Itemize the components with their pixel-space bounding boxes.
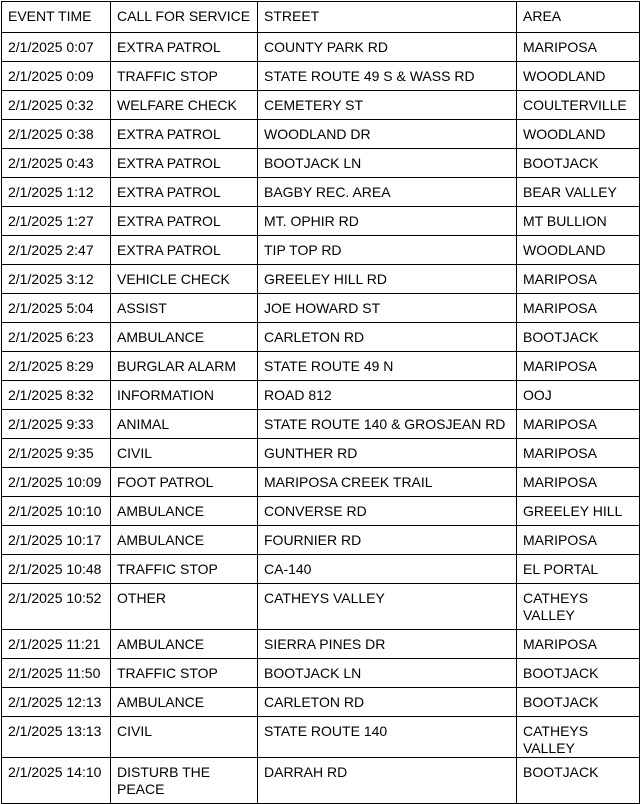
cell-area: MARIPOSA [517,33,640,62]
cell-street: MT. OPHIR RD [258,207,517,236]
cell-area: BOOTJACK [517,323,640,352]
cell-call-for-service: EXTRA PATROL [111,149,258,178]
cell-street: CONVERSE RD [258,497,517,526]
cell-call-for-service: EXTRA PATROL [111,120,258,149]
cell-area: BOOTJACK [517,659,640,688]
cell-area: MARIPOSA [517,526,640,555]
table-row [2,630,640,659]
cell-area: BOOTJACK [517,688,640,717]
cell-street: CARLETON RD [258,688,517,717]
cell-street: BAGBY REC. AREA [258,178,517,207]
cell-call-for-service: AMBULANCE [111,630,258,659]
cell-area: MARIPOSA [517,352,640,381]
cell-call-for-service: CIVIL [111,439,258,468]
cell-area: BOOTJACK [517,758,640,804]
cell-call-for-service: BURGLAR ALARM [111,352,258,381]
cell-call-for-service: EXTRA PATROL [111,207,258,236]
table-row [2,120,640,149]
cell-call-for-service: TRAFFIC STOP [111,555,258,584]
cell-event-time: 2/1/2025 11:21 [2,630,111,659]
table-row [2,91,640,120]
cell-street: DARRAH RD [258,758,517,804]
cell-event-time: 2/1/2025 5:04 [2,294,111,323]
cell-call-for-service: TRAFFIC STOP [111,62,258,91]
cell-area: MARIPOSA [517,468,640,497]
cell-area: MARIPOSA [517,630,640,659]
table-row [2,207,640,236]
cell-event-time: 2/1/2025 8:29 [2,352,111,381]
table-row [2,410,640,439]
cell-area: MARIPOSA [517,410,640,439]
cell-call-for-service: VEHICLE CHECK [111,265,258,294]
cell-area: MARIPOSA [517,294,640,323]
cell-call-for-service: OTHER [111,584,258,630]
table-row [2,381,640,410]
cell-event-time: 2/1/2025 10:52 [2,584,111,630]
cell-call-for-service: TRAFFIC STOP [111,659,258,688]
table-row [2,468,640,497]
cell-area: BEAR VALLEY [517,178,640,207]
cell-call-for-service: ANIMAL [111,410,258,439]
table-row [2,758,640,804]
cell-street: CATHEYS VALLEY [258,584,517,630]
cell-street: JOE HOWARD ST [258,294,517,323]
cell-area: BOOTJACK [517,149,640,178]
cell-event-time: 2/1/2025 8:32 [2,381,111,410]
cell-area: CATHEYS VALLEY [517,717,640,758]
table-row [2,149,640,178]
cell-area: EL PORTAL [517,555,640,584]
cell-event-time: 2/1/2025 10:09 [2,468,111,497]
cell-event-time: 2/1/2025 3:12 [2,265,111,294]
cell-event-time: 2/1/2025 13:13 [2,717,111,758]
cell-area: GREELEY HILL [517,497,640,526]
cell-area: MARIPOSA [517,265,640,294]
cell-street: TIP TOP RD [258,236,517,265]
table-row [2,178,640,207]
cell-call-for-service: EXTRA PATROL [111,33,258,62]
cell-area: WOODLAND [517,120,640,149]
header-row [2,2,640,33]
cell-street: BOOTJACK LN [258,659,517,688]
header-street: STREET [258,2,517,33]
header-call-for-service: CALL FOR SERVICE [111,2,258,33]
table-row [2,659,640,688]
cell-call-for-service: EXTRA PATROL [111,178,258,207]
cell-street: COUNTY PARK RD [258,33,517,62]
cell-street: GREELEY HILL RD [258,265,517,294]
cell-event-time: 2/1/2025 0:32 [2,91,111,120]
cell-call-for-service: CIVIL [111,717,258,758]
table-row [2,584,640,630]
header-event-time: EVENT TIME [2,2,111,33]
cell-area: MT BULLION [517,207,640,236]
cell-area: WOODLAND [517,236,640,265]
cell-call-for-service: AMBULANCE [111,497,258,526]
cell-call-for-service: EXTRA PATROL [111,236,258,265]
cell-street: SIERRA PINES DR [258,630,517,659]
table-row [2,555,640,584]
cell-event-time: 2/1/2025 11:50 [2,659,111,688]
cell-event-time: 2/1/2025 0:09 [2,62,111,91]
cell-street: FOURNIER RD [258,526,517,555]
cell-event-time: 2/1/2025 12:13 [2,688,111,717]
table-row [2,352,640,381]
cell-area: CATHEYS VALLEY [517,584,640,630]
table-row [2,526,640,555]
table-row [2,439,640,468]
cell-call-for-service: AMBULANCE [111,323,258,352]
table-row [2,236,640,265]
cell-street: BOOTJACK LN [258,149,517,178]
table-row [2,323,640,352]
table-body [2,33,640,804]
cell-street: MARIPOSA CREEK TRAIL [258,468,517,497]
cell-area: COULTERVILLE [517,91,640,120]
cell-street: CEMETERY ST [258,91,517,120]
cell-event-time: 2/1/2025 9:33 [2,410,111,439]
table-row [2,294,640,323]
table-header [2,2,640,33]
cell-area: WOODLAND [517,62,640,91]
cell-event-time: 2/1/2025 6:23 [2,323,111,352]
cell-street: STATE ROUTE 49 N [258,352,517,381]
cell-call-for-service: AMBULANCE [111,688,258,717]
cell-event-time: 2/1/2025 10:48 [2,555,111,584]
cell-call-for-service: INFORMATION [111,381,258,410]
cell-event-time: 2/1/2025 9:35 [2,439,111,468]
cell-street: CA-140 [258,555,517,584]
table-row [2,717,640,758]
cell-call-for-service: WELFARE CHECK [111,91,258,120]
cell-street: STATE ROUTE 49 S & WASS RD [258,62,517,91]
cell-street: STATE ROUTE 140 [258,717,517,758]
header-area: AREA [517,2,640,33]
cell-street: CARLETON RD [258,323,517,352]
cell-call-for-service: FOOT PATROL [111,468,258,497]
table-row [2,33,640,62]
cell-call-for-service: DISTURB THE PEACE [111,758,258,804]
cell-area: MARIPOSA [517,439,640,468]
call-log-table [1,1,640,804]
cell-street: ROAD 812 [258,381,517,410]
cell-event-time: 2/1/2025 1:27 [2,207,111,236]
cell-event-time: 2/1/2025 1:12 [2,178,111,207]
cell-street: STATE ROUTE 140 & GROSJEAN RD [258,410,517,439]
cell-event-time: 2/1/2025 0:38 [2,120,111,149]
table-row [2,62,640,91]
cell-event-time: 2/1/2025 0:43 [2,149,111,178]
table-row [2,688,640,717]
cell-event-time: 2/1/2025 2:47 [2,236,111,265]
table-row [2,497,640,526]
cell-event-time: 2/1/2025 10:17 [2,526,111,555]
cell-event-time: 2/1/2025 14:10 [2,758,111,804]
cell-event-time: 2/1/2025 10:10 [2,497,111,526]
cell-area: OOJ [517,381,640,410]
cell-street: GUNTHER RD [258,439,517,468]
table-row [2,265,640,294]
cell-street: WOODLAND DR [258,120,517,149]
cell-call-for-service: AMBULANCE [111,526,258,555]
cell-event-time: 2/1/2025 0:07 [2,33,111,62]
cell-call-for-service: ASSIST [111,294,258,323]
